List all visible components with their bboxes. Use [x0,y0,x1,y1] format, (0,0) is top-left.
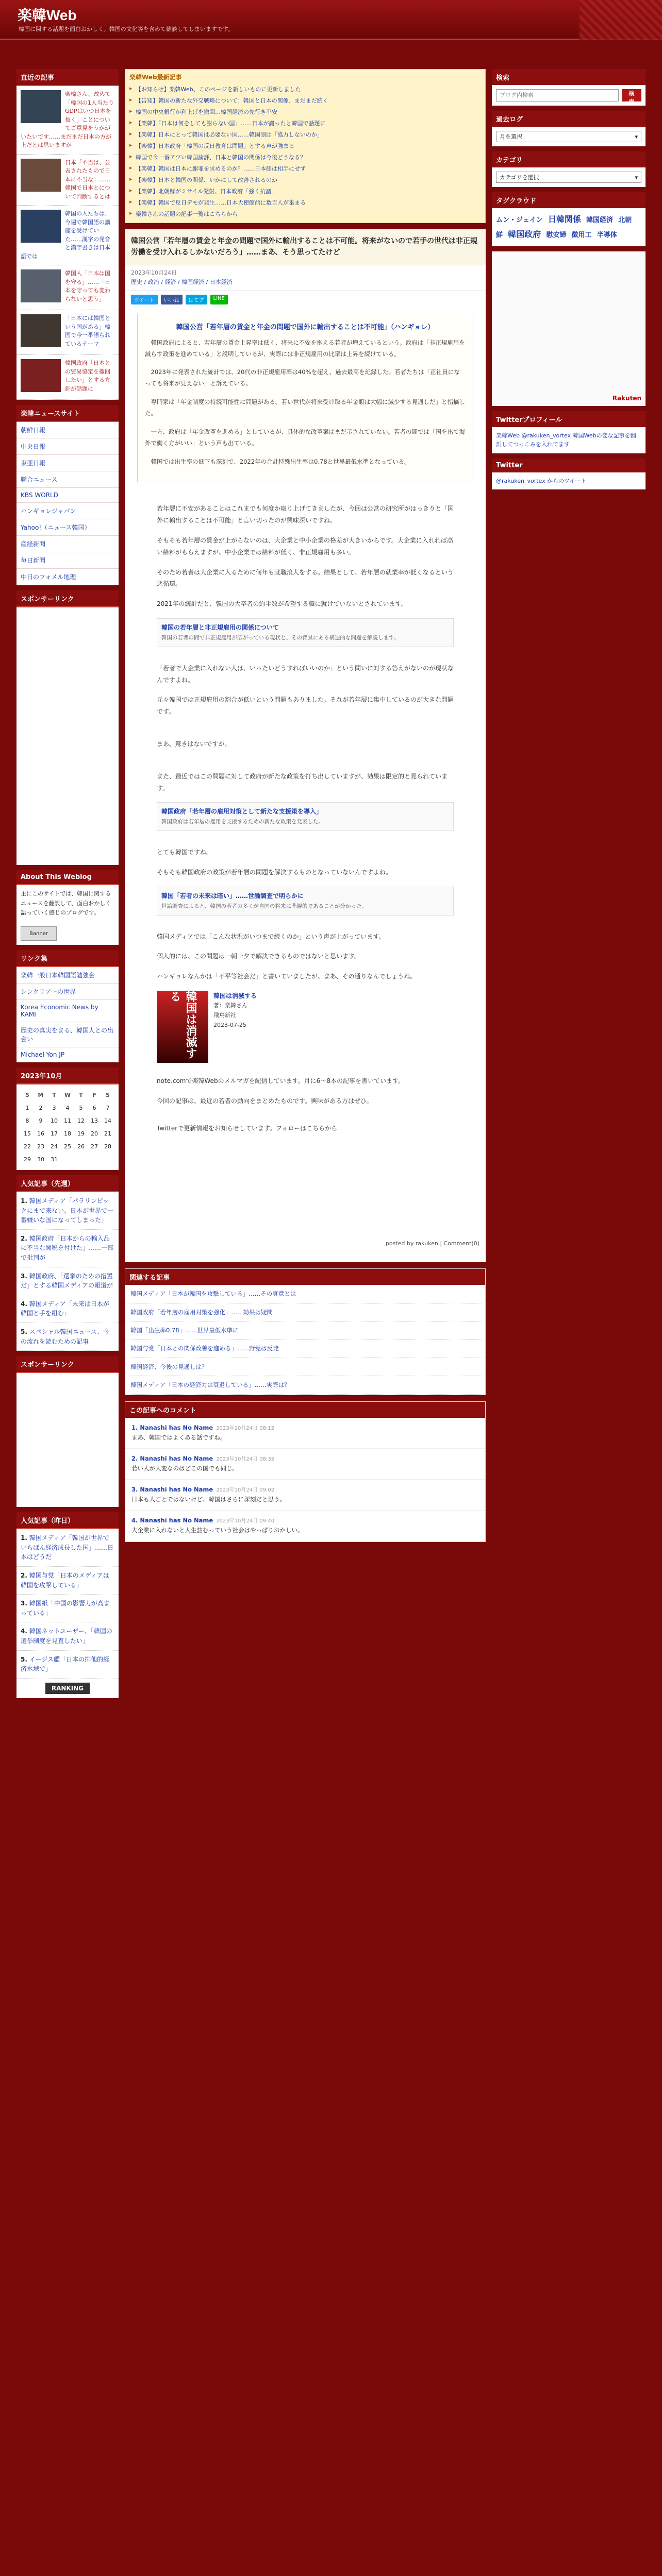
comment-author[interactable]: 1. Nanashi has No Name [131,1423,213,1431]
featured-item[interactable]: 「日本には韓国という国がある」韓国で今一番語られているテーマ [16,310,119,355]
article-body-4 [125,931,486,982]
sponsor-heading-2: スポンサーリンク [16,1356,119,1373]
calendar-day[interactable] [61,1153,74,1166]
news-site-link[interactable]: 聯合ニュース [16,471,119,488]
latest-posts-heading: 楽韓Web最新記事 [129,74,182,81]
tag-link[interactable]: 慰安婦 [546,231,567,239]
ranking-item[interactable]: 1. 韓国メディア「韓国が世界でいちばん経済成長した国」……日本はどうだ [16,1529,119,1567]
hatena-button[interactable]: はてブ [186,295,207,304]
book-author: 著：楽韓さん [213,1002,247,1009]
quote-title[interactable]: 韓国公営「若年層の賃金と年金の問題で国外に輸出することは不可能」（ハンギョレ） [176,323,435,331]
tag-cloud-heading: タグクラウド [492,192,646,208]
calendar-day-header: S [25,1092,29,1099]
sponsor-box [16,590,119,865]
calendar-day[interactable]: 11 [64,1117,71,1125]
news-site-link[interactable]: 産経新聞 [16,536,119,552]
featured-item[interactable]: 韓国政府「日本との貿易協定を撤回したい」とする方針が話題に [16,355,119,400]
featured-thumbnail[interactable] [21,90,61,123]
latest-post-link[interactable]: ▸ 【楽韓】「日本は何をしても謝らない国」……日本が謝ったと韓国で話題に [129,117,481,129]
featured-thumbnail[interactable] [21,210,61,243]
news-site-link[interactable]: 中央日報 [16,438,119,455]
calendar-day[interactable]: 14 [104,1117,111,1125]
banner-image[interactable]: Banner [21,926,57,941]
calendar-day[interactable]: 21 [104,1130,111,1138]
featured-thumbnail[interactable] [21,159,61,192]
ranking-list-2 [16,1529,119,1679]
latest-post-link[interactable]: ▸ 楽韓さんの話題の記事一覧はこちらから [129,208,481,219]
link-item[interactable]: Korea Economic News by KAMI [16,1000,119,1022]
post-footer[interactable]: posted by rakuken | Comment(0) [385,1240,479,1247]
link-item[interactable]: 楽韓一般日本韓国語勉強会 [16,967,119,984]
quote-paragraph: 一方、政府は「年金改革を進める」としているが、具体的な改革案はまだ示されていない。若者の間では「国を出て海外で働く方がいい」という声も出ている。 [145,428,465,447]
link-item[interactable]: 歴史の真実をまる、韓国人との出会い [16,1022,119,1047]
body-paragraph: 元々韓国では正規雇用の割合が低いという問題もありました。それが若年層に集中しているのが大きな問題です。 [157,696,454,716]
calendar-day-header: T [52,1092,56,1099]
news-site-link[interactable]: Yahoo!（ニュース韓国） [16,519,119,536]
news-site-link[interactable]: 毎日新聞 [16,552,119,569]
body-paragraph[interactable]: Twitterで更新情報をお知らせしています。フォローはこちらから [157,1124,338,1132]
calendar-day[interactable]: 19 [77,1130,85,1138]
tag-cloud-box [492,192,646,246]
body-paragraph: とても韓国ですね。 [157,849,213,856]
ranking-box [16,1175,119,1351]
book-info [213,991,257,1063]
chevron-down-icon: ▾ [635,174,638,181]
ranking-banner[interactable] [16,1679,119,1698]
calendar-day[interactable]: 7 [106,1105,110,1112]
line-button[interactable]: LINE [210,295,228,304]
ranking-item[interactable]: 5. スペシャル韓国ニュース、今の流れを読むための記事 [16,1323,119,1351]
calendar-day[interactable]: 8 [25,1117,29,1125]
ranking-item[interactable]: 1. 韓国メディア「パラリンピックにまで来ない。日本が世界で一番嫌いな国になってしまった」 [16,1192,119,1230]
latest-post-link[interactable]: ▸ 【楽韓】日本にとって韓国は必要ない国……韓国側は「協力しないのか」 [129,129,481,140]
ranking-item[interactable]: 5. イージス艦「日本の排他的経済水域で」 [16,1651,119,1679]
sponsor-box-2 [16,1356,119,1507]
body-paragraph: まあ、驚きはないですが。 [157,740,231,748]
calendar-day[interactable]: 13 [91,1117,98,1125]
ranking-item[interactable]: 2. 韓国政府「日本からの輸入品に不当な関税を付けた」……一部で批判が [16,1230,119,1267]
comment-text: 若い人が大変なのはどこの国でも同じ。 [131,1465,238,1472]
body-paragraph: 2021年の統計だと、韓国の大卒者の約半数が希望する職に就けていないとされています。 [157,600,407,608]
article-body-5 [125,1075,486,1134]
search-box [492,69,646,106]
body-paragraph: ハンギョレなんかは「不平等社会だ」と書いていましたが、まあ、その通りなんでしょうね。 [157,973,417,980]
calendar-box [16,1067,119,1170]
calendar-day[interactable] [101,1153,114,1166]
latest-post-link[interactable]: ▸ 【お知らせ】楽韓Web、このページを新しいものに更新しました [129,83,481,95]
link-item[interactable]: Michael Yon JP [16,1047,119,1062]
related-link[interactable]: 韓国「出生率0.78」……世界最低水準に [125,1321,485,1340]
search-heading: 検索 [492,69,646,85]
body-paragraph: 若年層に不安があることはこれまでも何度か取り上げてきましたが、今回は公営の研究所がはっきりと「国外に輸出することは不可能」と言い切ったのが興味深いですね。 [157,505,454,524]
tag-link[interactable]: 北朝鮮 [496,216,632,239]
quote-paragraph: 韓国政府によると、若年層の賃金上昇率は低く、将来に不安を抱える若者が増えているという。政府は「非正規雇用を減らす政策を進めている」と説明しているが、実際には非正規雇用の比率は上昇を続けている。 [145,338,465,358]
comment-text: 日本も人ごとではないけど、韓国はさらに深刻だと思う。 [131,1496,286,1503]
calendar-day[interactable]: 28 [104,1143,111,1150]
embedded-link-card[interactable] [157,618,454,647]
main-content [125,69,486,1542]
body-paragraph: 個人的には、この問題は一朝一夕で解決できるものではないと思います。 [157,953,361,960]
site-header [0,0,662,40]
ad-area[interactable] [492,251,646,406]
ranking-item[interactable]: 3. 韓国紙「中国の影響力が高まっている」 [16,1595,119,1622]
book-date: 2023-07-25 [213,1021,246,1028]
related-link[interactable]: 韓国経済、今後の見通しは？ [125,1358,485,1376]
related-link[interactable]: 韓国政府「若年層の雇用対策を強化」……効果は疑問 [125,1303,485,1321]
calendar-day[interactable]: 29 [24,1156,31,1163]
latest-post-link[interactable]: ▸ 【楽韓】北朝鮮がミサイル発射、日本政府「強く抗議」 [129,185,481,197]
comment [125,1480,485,1511]
related-link[interactable]: 韓国メディア「日本が韓国を攻撃している」……その真意とは [125,1285,485,1303]
calendar-day-header: W [64,1092,71,1099]
calendar-day-header: F [92,1092,96,1099]
share-buttons [125,291,486,309]
calendar-day[interactable]: 6 [92,1105,96,1112]
comment-text: 大企業に入れないと人生詰むっていう社会はやっぱりおかしい。 [131,1527,304,1534]
sponsor-area-2 [16,1373,119,1507]
body-paragraph: そもそも若年層の賃金が上がらないのは、大企業と中小企業の格差が大きいからです。大企業に入れれば高い給料がもらえますが、中小企業では給料が低く、非正規雇用も多い。 [157,536,453,556]
tag-link[interactable]: 韓国政府 [508,229,541,239]
news-sites-box [16,405,119,585]
about-box [16,870,119,945]
news-sites-heading: 楽韓ニュースサイト [16,405,119,422]
ranking-banner-label[interactable]: RANKING [45,1683,90,1694]
comment-author[interactable]: 4. Nanashi has No Name [131,1516,213,1524]
latest-post-link[interactable]: ▸ 【楽韓】日本政府「韓国の反日教育は問題」とする声が強まる [129,140,481,151]
embedded-link-card[interactable] [157,802,454,831]
comments-section [125,1401,486,1542]
news-site-link[interactable]: KBS WORLD [16,488,119,503]
search-button[interactable]: 検索 [622,89,641,101]
calendar-day-header: T [79,1092,83,1099]
calendar-day[interactable]: 18 [64,1130,71,1138]
links-list [16,967,119,1062]
sponsor-heading: スポンサーリンク [16,590,119,607]
tag-cloud [492,208,646,246]
banner-row [16,922,119,945]
category-select[interactable]: カテゴリを選択 ▾ [496,172,641,183]
ranking-heading: 人気記事（先週） [16,1175,119,1192]
header-decoration [580,0,662,40]
embedded-link-card[interactable] [157,887,454,916]
latest-post-link[interactable]: ▸ 【楽韓】韓国で反日デモが発生……日本大使館前に数百人が集まる [129,197,481,208]
about-heading: About This Weblog [16,870,119,885]
links-box [16,950,119,1062]
related-posts [125,1268,486,1395]
ranking-heading-2: 人気記事（昨日） [16,1512,119,1529]
links-heading: リンク集 [16,950,119,967]
article-quote [137,314,473,483]
calendar-month: 2023年10月 [21,1073,62,1081]
tweet-button[interactable]: ツイート [131,295,158,304]
twitter-profile-box [492,411,646,453]
calendar-day[interactable]: 1 [25,1105,29,1112]
calendar-day[interactable]: 12 [77,1117,85,1125]
archive-box [492,111,646,146]
tag-link[interactable]: 韓国経済 [586,216,614,224]
like-button[interactable]: いいね [161,295,183,304]
featured-item[interactable]: 楽韓さん、改めて「韓国の1人当たりGDPはいつ日本を抜く」ことについてご意見をうかがいたいです……まだまだ日本の方が上だとは思いますが [16,86,119,155]
body-paragraph: そのため若者は大企業に入るために何年も就職浪人をする。結果として、若年層の就業率が低くなるという悪循環。 [157,568,454,588]
tag-link[interactable]: ムン・ジェイン [496,216,543,224]
comment-date: 2023年10月24日 09:40 [216,1518,275,1524]
news-site-link[interactable]: 朝鮮日報 [16,422,119,438]
article-body-3 [125,846,486,878]
featured-item[interactable]: 日本「不当は、公表されたもので日本に不当な」……韓国で日本とについて判断するとは [16,155,119,206]
sponsor-area [16,607,119,865]
related-list [125,1285,485,1394]
calendar-day[interactable]: 25 [64,1143,71,1150]
right-sidebar [492,69,646,495]
book-promo[interactable] [157,991,454,1063]
archive-select[interactable]: 月を選択 ▾ [496,131,641,142]
comment-author[interactable]: 3. Nanashi has No Name [131,1485,213,1493]
article-body [125,503,486,610]
book-cover[interactable]: 韓国は消滅する [157,991,208,1063]
calendar-heading [16,1067,119,1084]
latest-post-link[interactable]: ▸ 【楽韓】韓国は日本に謝罪を求めるのか？……日本側は相手にせず [129,163,481,174]
calendar-day[interactable]: 5 [79,1105,83,1112]
comments-heading: この記事へのコメント [125,1402,485,1418]
archive-heading: 過去ログ [492,111,646,127]
latest-post-link[interactable]: ▸ 韓国の中央銀行が利上げを撤回…韓国経済の先行き不安 [129,106,481,117]
embed-title[interactable]: 韓国政府「若年層の雇用対策として新たな支援策を導入」 [161,808,323,816]
twitter-profile-heading: Twitterプロフィール [492,411,646,427]
calendar-day[interactable]: 20 [91,1130,98,1138]
calendar-table [21,1089,114,1166]
calendar-day[interactable]: 22 [24,1143,31,1150]
site-logo[interactable]: 楽韓Web [18,7,77,23]
embed-title[interactable]: 韓国「若者の未来は暗い」……世論調査で明らかに [161,892,304,900]
calendar-day[interactable]: 16 [37,1130,44,1138]
body-paragraph: また、最近ではこの問題に対して政府が新たな政策を打ち出していますが、効果は限定的と見られています。 [157,772,448,792]
ranking-item[interactable]: 2. 韓国与党「日本のメディアは韓国を攻撃している」 [16,1567,119,1595]
calendar-day[interactable]: 3 [52,1105,56,1112]
comment-author[interactable]: 2. Nanashi has No Name [131,1454,213,1462]
related-heading: 関連する記事 [125,1269,485,1285]
calendar-day-header: S [106,1092,110,1099]
spacer [125,1142,486,1235]
calendar-day[interactable]: 30 [37,1156,44,1163]
ranking-item[interactable]: 4. 韓国メディア「未来は日本が韓国と手を組む」 [16,1295,119,1323]
featured-thumbnail[interactable] [21,314,61,347]
latest-post-link[interactable]: ▸ 【楽韓】日本と韓国の関係、いかにして改善されるのか [129,174,481,185]
calendar-day[interactable]: 23 [37,1143,44,1150]
book-title[interactable]: 韓国は消滅する [213,992,257,999]
ranking-list [16,1192,119,1351]
quote-paragraph: 専門家は「年金制度の持続可能性に問題がある。若い世代が将来受け取る年金額は大幅に減少する見通しだ」と指摘した。 [145,398,465,417]
comment-text: まあ、韓国ではよくある話ですね。 [131,1434,226,1442]
calendar-day[interactable] [74,1153,88,1166]
news-site-link[interactable]: 中日のフォメル地理 [16,569,119,585]
embed-description: 世論調査によると、韓国の若者の多くが自国の将来に悲観的であることが分かった。 [161,903,367,909]
body-paragraph: そもそも韓国政府の政策が若年層の問題を解決するものとなっていないんですよね。 [157,868,392,876]
chevron-down-icon: ▾ [635,133,638,140]
latest-post-link[interactable]: ▸ 【告知】韓国の新たな外交戦略について：韓国と日本の関係、まだまだ続く [129,95,481,106]
left-sidebar [16,69,119,1703]
calendar-day[interactable]: 15 [24,1130,31,1138]
body-paragraph: note.comで楽韓Webのメルマガを配信しています。月に6〜8本の記事を書いています。 [157,1077,404,1084]
ranking-item[interactable]: 3. 韓国政府、「選挙のための措置だ」とする韓国メディアの報道が [16,1267,119,1295]
twitter-timeline-heading: Twitter [492,459,646,472]
ranking-box-2 [16,1512,119,1698]
latest-post-link[interactable]: ▸ 韓国で今一番アツい韓国論評、日本と韓国の関係は今後どうなる？ [129,151,481,163]
category-heading: カテゴリ [492,151,646,167]
comment-date: 2023年10月24日 08:12 [216,1425,275,1431]
ad-box [492,251,646,406]
calendar-day[interactable]: 10 [51,1117,58,1125]
comment [125,1418,485,1449]
latest-posts-list [129,83,481,219]
article-date: 2023年10月24日 [131,269,177,276]
article-categories[interactable]: 歴史 / 政治 / 経済 / 韓国経済 / 日本経済 [125,277,486,291]
book-publisher: 飛鳥新社 [213,1011,236,1019]
article [125,229,486,1262]
calendar-day[interactable]: 27 [91,1143,98,1150]
featured-box [16,69,119,400]
calendar-day[interactable] [88,1153,101,1166]
related-link[interactable]: 韓国メディア「日本の経済力は衰退している」……実際は？ [125,1376,485,1394]
twitter-timeline-box [492,459,646,490]
news-site-link[interactable]: 東亜日報 [16,455,119,471]
twitter-timeline-link[interactable]: @rakuken_vortex からのツイート [496,477,587,484]
comment-date: 2023年10月24日 09:02 [216,1487,275,1493]
about-text: 主にこのサイトでは、韓国に関するニュースを翻訳して、面白おかしく語っていく感じのブログです。 [21,890,111,917]
comment [125,1511,485,1541]
comment [125,1449,485,1480]
featured-thumbnail[interactable] [21,269,61,302]
link-item[interactable]: シンクリアーの世界 [16,984,119,1000]
calendar-day[interactable]: 17 [51,1130,58,1138]
tag-link[interactable]: 半導体 [597,231,617,239]
tag-link[interactable]: 日韓関係 [548,214,581,224]
news-site-link[interactable]: ハンギョレジャパン [16,503,119,519]
latest-posts-box [125,69,486,223]
quote-paragraph: 韓国では出生率の低下も深刻で、2022年の合計特殊出生率は0.78と世界最低水準となっている。 [151,457,410,465]
quote-paragraph: 2023年に発表された統計では、20代の非正規雇用率は40%を超え、過去最高を記録した。若者たちは「正社員になっても将来が見えない」と訴えている。 [145,368,460,387]
featured-item[interactable]: 韓国の人たちは、今週で韓国語の講座を受けていた……漢字の発音と漢字書きは日本語では [16,206,119,265]
ranking-item[interactable]: 4. 韓国ネットユーザー、「韓国の選挙制度を見直したい」 [16,1622,119,1650]
body-paragraph: 今回の記事は、最近の若者の動向をまとめたものです。興味がある方はぜひ。 [157,1097,373,1105]
article-title[interactable]: 韓国公営「若年層の賃金と年金の問題で国外に輸出することは不可能。将来がないので若手の世代は非正規労働を受け入れるしかないだろう」……まあ、そう思ってたけど [125,229,486,265]
search-input[interactable] [496,89,619,101]
calendar-day[interactable]: 26 [77,1143,85,1150]
calendar-day[interactable]: 2 [39,1105,43,1112]
tag-link[interactable]: 徴用工 [571,231,592,239]
calendar-day[interactable]: 24 [51,1143,58,1150]
news-site-list [16,422,119,585]
embed-description: 韓国政府は若年層の雇用を支援するための新たな政策を発表した。 [161,819,324,825]
comment-date: 2023年10月24日 08:35 [216,1456,275,1462]
related-link[interactable]: 韓国与党「日本との関係改善を進める」……野党は反発 [125,1340,485,1358]
embed-title[interactable]: 韓国の若年層と非正規雇用の関係について [161,623,279,631]
embed-description: 韓国の若者の間で非正規雇用が広がっている現状と、その背景にある構造的な問題を解説します。 [161,634,400,641]
site-tagline: 韓国に関する話題を面白おかしく。韓国の文化等を含めて雑談してしまいますです。 [19,26,234,32]
featured-thumbnail[interactable] [21,359,61,392]
article-body-2 [125,663,486,794]
calendar-day[interactable]: 9 [39,1117,43,1125]
featured-heading: 直近の記事 [16,69,119,86]
calendar-day[interactable]: 4 [65,1105,70,1112]
featured-item[interactable]: 韓国人「日本は国を守る」……「日本を守っても変わらないと思う」 [16,265,119,310]
calendar-day-header: M [38,1092,44,1099]
category-box [492,151,646,187]
calendar-day[interactable]: 31 [51,1156,58,1163]
body-paragraph: 韓国メディアでは「こんな状況がいつまで続くのか」という声が上がっています。 [157,933,385,940]
body-paragraph: 「若者で大企業に入れない人は、いったいどうすればいいのか」という問いに対する答えがないのが現状なんですよね。 [157,664,454,684]
ad-label[interactable]: Rakuten [612,394,641,402]
twitter-profile-text[interactable]: 楽韓Web @rakuken_vortex 韓国Webの変な記事を翻訳してつっこみを入れてます [496,432,636,448]
